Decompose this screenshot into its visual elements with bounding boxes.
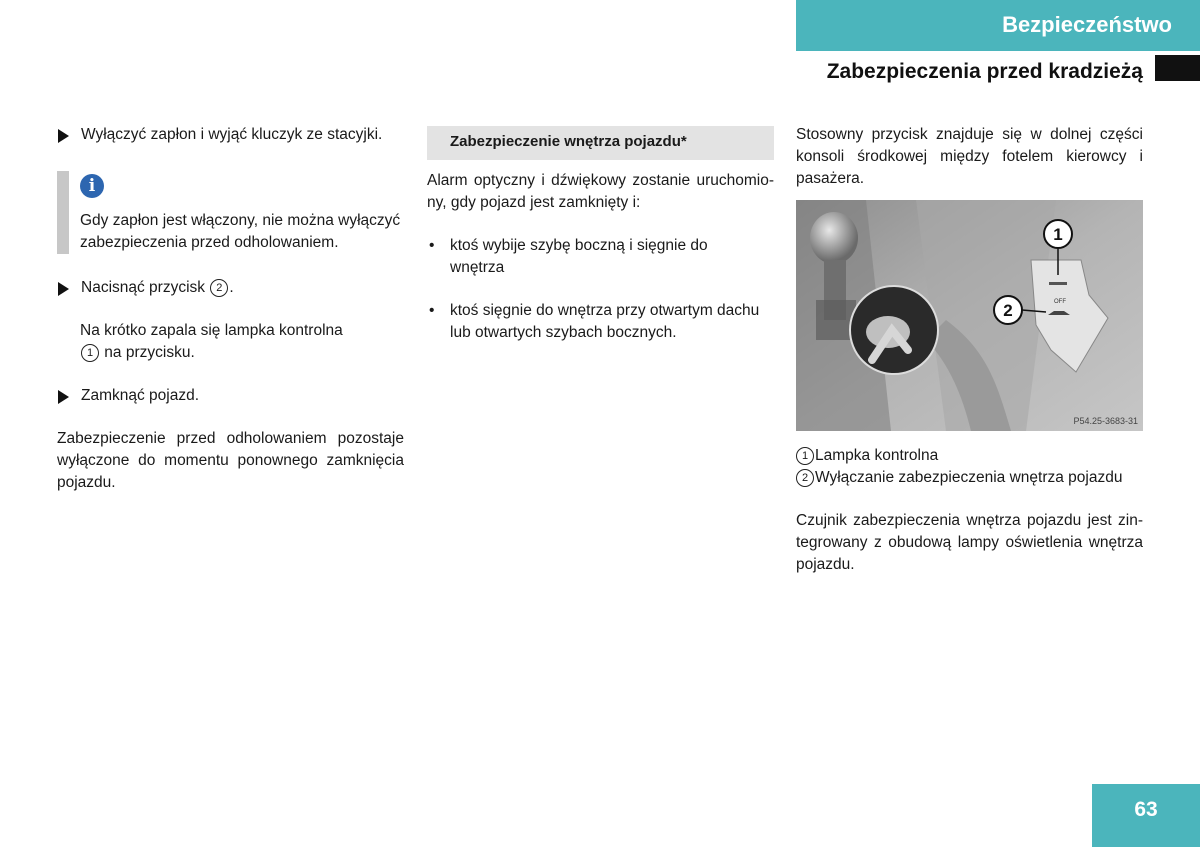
gear-knob (810, 212, 858, 264)
arrow-bullet-icon (58, 282, 69, 296)
button-location-paragraph (796, 124, 1143, 190)
indicator-note (80, 320, 410, 364)
alarm-intro (427, 170, 774, 214)
list-item-line: ktoś wybije szybę boczną i sięgnie do (450, 237, 708, 254)
step-text: Nacisnąć przycisk (81, 279, 206, 296)
legend-item (796, 467, 1156, 489)
legend-item (796, 445, 1156, 467)
legend-text: Wyłączanie zabezpieczenia wnętrza pojazdu (815, 469, 1123, 486)
section-tab: Bezpieczeństwo (796, 0, 1200, 51)
paragraph-line: konsoli środkowej między fotelem kierowcy i (796, 148, 1143, 165)
bullet-dot: • (429, 302, 435, 319)
arrow-bullet-icon (58, 390, 69, 404)
step-text: Wyłączyć zapłon i wyjąć kluczyk ze stacyjki. (81, 126, 383, 143)
note-text-line (80, 342, 410, 364)
list-item (427, 235, 797, 279)
sensor-paragraph (796, 510, 1143, 576)
paragraph-line: ny, gdy pojazd jest zamknięty i: (427, 194, 641, 211)
step-ignition-off (57, 124, 431, 146)
off-label: OFF (1054, 299, 1066, 305)
paragraph-line: pojazdu. (796, 556, 855, 573)
list-item (427, 300, 797, 344)
step-lock-vehicle (57, 385, 431, 407)
callout-number-2: 2 (1003, 301, 1013, 320)
step-press-button (57, 277, 431, 299)
paragraph-line: Czujnik zabezpieczenia wnętrza pojazdu jest zin- (796, 512, 1143, 529)
bullet-dot: • (429, 237, 435, 254)
note-text-suffix: na przycisku. (100, 344, 195, 361)
info-text-line: zabezpieczenia przed odholowaniem. (80, 234, 339, 251)
interior-protection-heading: Zabezpieczenie wnętrza pojazdu* (427, 126, 774, 160)
paragraph-line: pojazdu. (57, 474, 116, 491)
center-console-photo (796, 200, 1143, 431)
callout-number-2: 2 (796, 469, 814, 487)
list-item-line: wnętrza (450, 259, 505, 276)
tow-protection-paragraph (57, 428, 404, 494)
page-number: 63 (1092, 784, 1200, 847)
subsection-title: Zabezpieczenia przed kradzieżą (826, 60, 1143, 83)
note-text-line: Na krótko zapala się lampka kontrolna (80, 322, 343, 339)
subsection-marker-bar (1155, 55, 1200, 81)
photo-legend (796, 445, 1156, 489)
paragraph-line: Alarm optyczny i dźwiękowy zostanie uruchomio- (427, 172, 774, 189)
indicator-lamp (1049, 282, 1067, 285)
info-text (80, 210, 410, 254)
callout-number-2: 2 (210, 279, 228, 297)
paragraph-line: wyłączone do momentu ponownego zamknięcia (57, 452, 404, 469)
paragraph-line: Stosowny przycisk znajduje się w dolnej części (796, 126, 1143, 143)
paragraph-line: pasażera. (796, 170, 865, 187)
callout-number-1: 1 (1053, 225, 1063, 244)
callout-number-1: 1 (81, 344, 99, 362)
legend-text: Lampka kontrolna (815, 447, 939, 464)
callout-number-1: 1 (796, 447, 814, 465)
paragraph-line: Zabezpieczenie przed odholowaniem pozostaje (57, 430, 404, 447)
step-text: Zamknąć pojazd. (81, 387, 200, 404)
step-text-suffix: . (229, 279, 234, 296)
image-code: P54.25-3683-31 (1073, 416, 1138, 426)
arrow-bullet-icon (58, 129, 69, 143)
paragraph-line: tegrowany z obudową lampy oświetlenia wnętrza (796, 534, 1143, 551)
info-text-line: Gdy zapłon jest włączony, nie można wyłączyć (80, 212, 401, 229)
list-item-line: ktoś sięgnie do wnętrza przy otwartym dachu (450, 302, 760, 319)
list-item-line: lub otwartych szybach bocznych. (450, 324, 677, 341)
info-icon: i (80, 174, 104, 198)
info-side-bar (57, 171, 69, 254)
